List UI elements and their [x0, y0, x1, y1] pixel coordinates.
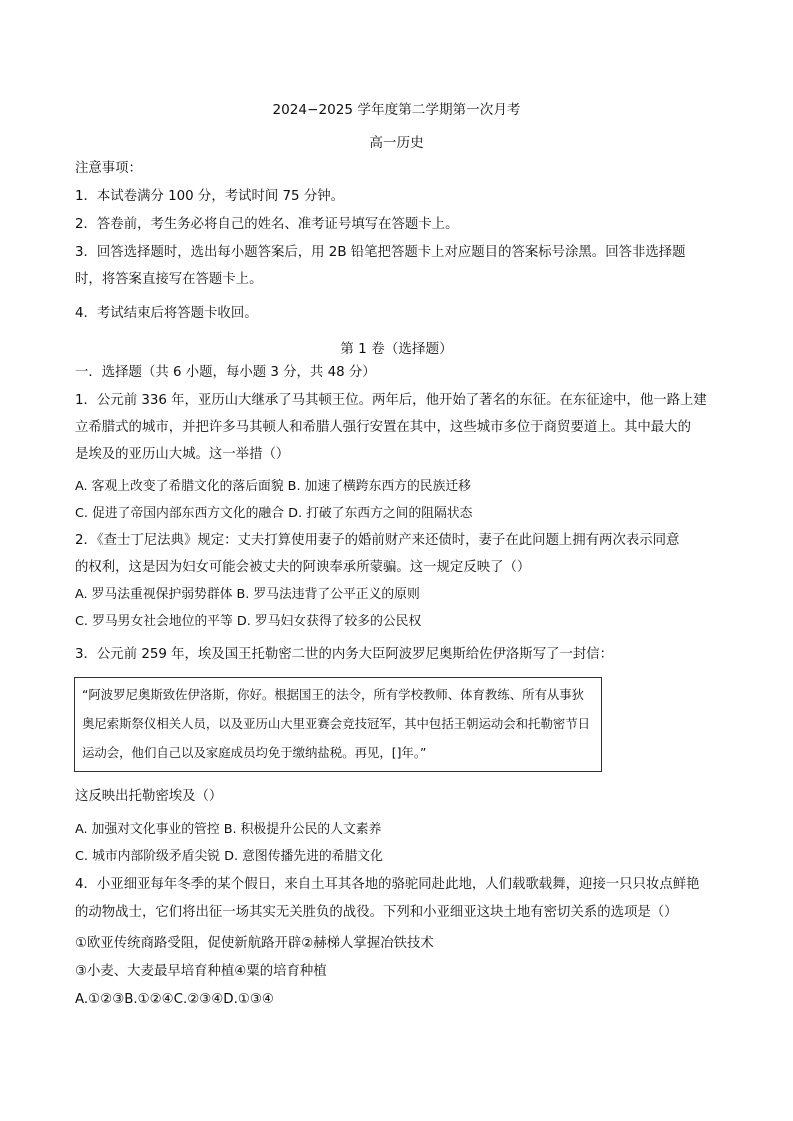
subject-title: 高一历史 [369, 135, 424, 151]
question-line: 这反映出托勒密埃及（） [75, 789, 223, 804]
choice-line: ①欧亚传统商路受阻，促使新航路开辟②赫梯人掌握冶铁技术 [75, 936, 434, 951]
section-intro: 一．选择题（共 6 小题，每小题 3 分，共 48 分） [75, 365, 376, 380]
option-line: A. 客观上改变了希腊文化的落后面貌 B. 加速了横跨东西方的民族迁移 [75, 479, 471, 494]
notice-item: 4．考试结束后将答题卡收回。 [75, 306, 258, 321]
question-line: 2．《查士丁尼法典》规定：丈夫打算使用妻子的婚前财产来还债时，妻子在此问题上拥有两次表示同意 [75, 533, 680, 548]
notice-item: 3．回答选择题时，选出每小题答案后，用 2B 铅笔把答题卡上对应题目的答案标号涂黑。回答非选择题 [75, 245, 686, 260]
option-line: A. 罗马法重视保护弱势群体 B. 罗马法违背了公平正义的原则 [75, 587, 420, 602]
section-title: 第 1 卷（选择题） [340, 341, 453, 357]
question-line: 是埃及的亚历山大城。这一举措（） [75, 447, 290, 462]
question-line: 的动物战士，它们将出征一场其实无关胜负的战役。下列和小亚细亚这块土地有密切关系的选项是（） [75, 905, 678, 920]
choice-line: ③小麦、大麦最早培育种植④粟的培育种植 [75, 964, 327, 979]
quote-box [74, 677, 602, 772]
notice-item: 时，将答案直接写在答题卡上。 [75, 272, 263, 287]
quote-line: “阿波罗尼奥斯致佐伊洛斯，你好。根据国王的法令，所有学校教师、体育教练、所有从事狄 [82, 687, 585, 702]
question-line: 4．小亚细亚每年冬季的某个假日，来自土耳其各地的骆驼同赴此地，人们载歌载舞，迎接一只只妆点鲜艳 [75, 877, 700, 892]
question-line: 1．公元前 336 年，亚历山大继承了马其顿王位。两年后，他开始了著名的东征。在东征途中，他一路上建 [75, 393, 707, 408]
quote-line: 运动会，他们自己以及家庭成员均免于缴纳盐税。再见，[]年。” [82, 745, 427, 760]
question-line: 立希腊式的城市，并把许多马其顿人和希腊人强行安置在其中，这些城市多位于商贸要道上。其中最大的 [75, 420, 691, 435]
quote-line: 奥尼索斯祭仪相关人员，以及亚历山大里亚赛会竞技冠军，其中包括王朝运动会和托勒密节日 [82, 716, 591, 731]
notice-heading: 注意事项： [75, 161, 142, 176]
notice-item: 1．本试卷满分 100 分，考试时间 75 分钟。 [75, 189, 345, 204]
question-line: 的权利，这是因为妇女可能会被丈夫的阿谀奉承所蒙骗。这一规定反映了（） [75, 560, 531, 575]
question-line: 3．公元前 259 年，埃及国王托勒密二世的内务大臣阿波罗尼奥斯给佐伊洛斯写了一封信： [75, 647, 614, 662]
option-line: A.①②③B.①②④C.②③④D.①③④ [75, 992, 274, 1007]
exam-title: 2024−2025 学年度第二学期第一次月考 [272, 102, 521, 118]
option-line: C. 罗马男女社会地位的平等 D. 罗马妇女获得了较多的公民权 [75, 614, 422, 629]
option-line: A. 加强对文化事业的管控 B. 积极提升公民的人文素养 [75, 822, 382, 837]
option-line: C. 促进了帝国内部东西方文化的融合 D. 打破了东西方之间的阻隔状态 [75, 506, 473, 521]
notice-item: 2．答卷前，考生务必将自己的姓名、准考证号填写在答题卡上。 [75, 217, 459, 232]
option-line: C. 城市内部阶级矛盾尖锐 D. 意图传播先进的希腊文化 [75, 849, 383, 864]
